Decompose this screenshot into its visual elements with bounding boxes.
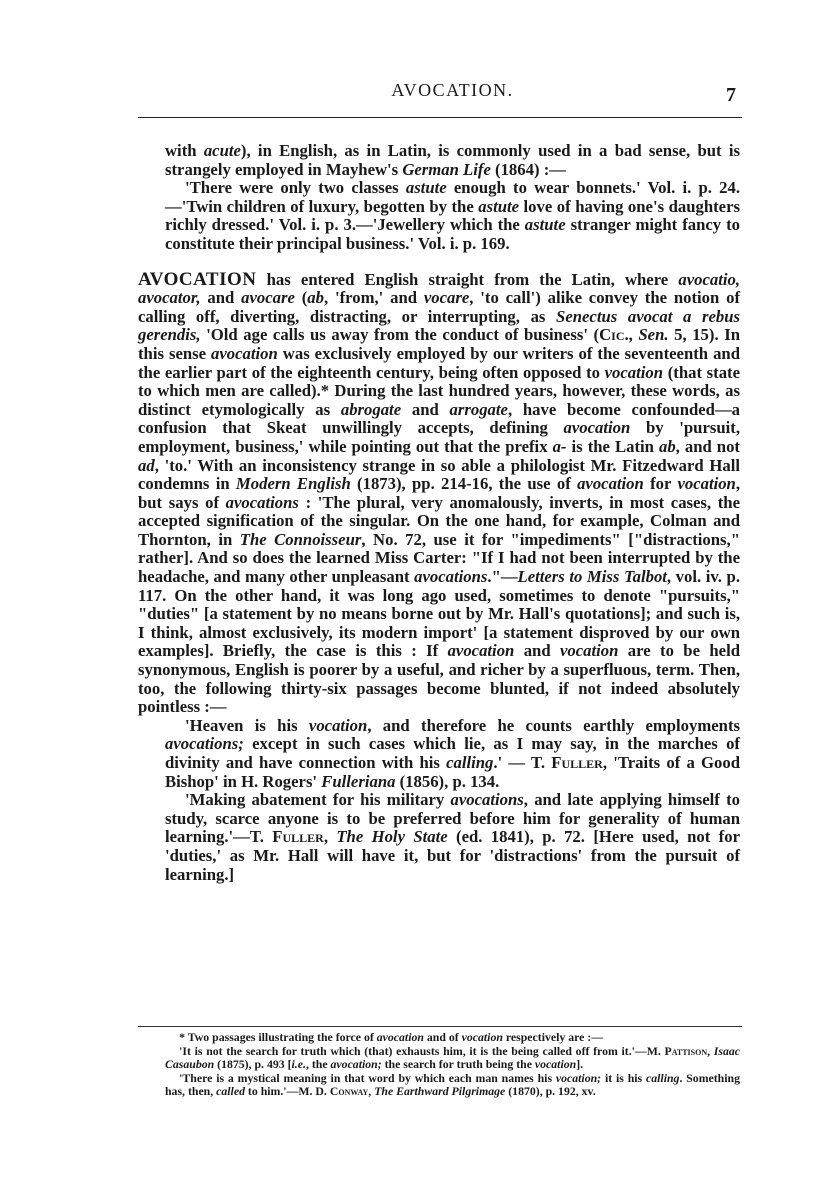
footnote bbox=[165, 1031, 740, 1099]
running-header bbox=[165, 80, 740, 106]
astute-continuation: with acute), in English, as in Latin, is commonly used in a bad sense, but is strangely employed in Mayhew's German Life (1864) :— bbox=[165, 141, 740, 179]
page-title: AVOCATION. bbox=[391, 80, 514, 100]
headword: AVOCATION bbox=[138, 268, 257, 290]
astute-quotations: 'There were only two classes astute enough to wear bonnets.' Vol. i. p. 24.—'Twin children of luxury, begotten by the astute love of having one's daughters richly dressed.' Vol. i. p. 3.—'Jewellery which the astute stranger might fancy to constitute their principal business.' Vol. i. p. 169. bbox=[165, 178, 740, 253]
footnote-conway: 'There is a mystical meaning in that word by which each man names his vocation; it is his calling. Something has, then, called to him.'—M. D. Conway, The Earthward Pilgrimage (1870), p. 192, xv. bbox=[165, 1070, 740, 1099]
quotation-fuller-bishop: 'Heaven is his vocation, and therefore he counts earthly employments avocations; except in such cases which lie, as I may say, in the marches of divinity and have connection with his calling.' — T. Fuller, 'Traits of a Good Bishop' in H. Rogers' Fulleriana (1856), p. 134. bbox=[165, 715, 740, 791]
page-number: 7 bbox=[726, 84, 736, 106]
main-text bbox=[138, 141, 741, 884]
footnote-intro: * Two passages illustrating the force of avocation and of vocation respectively are :— bbox=[179, 1030, 604, 1044]
avocation-entry: AVOCATION has entered English straight from the Latin, where avocatio, avocator, and avocare (ab, 'from,' and vocare, 'to call') alike convey the notion of calling off, diverting, distracting, or interrupting, as Senectus avocat a rebus gerendis, 'Old age calls us away from the conduct of business' (Cic., Sen. 5, 15). In this sense avocation was exclusively employed by our writers of the seventeenth and the earlier part of the eighteenth century, being often opposed to vocation (that state to which men are called).* During the last hundred years, however, these words, as distinct etymologically as abrogate and arrogate, have become confounded—a confusion that Skeat unwillingly accepts, defining avocation by 'pursuit, employment, business,' while pointing out that the prefix a- is the Latin ab, and not ad, 'to.' With an inconsistency strange in so able a philologist Mr. Fitzedward Hall condemns in Modern English (1873), pp. 214-16, the use of avocation for vocation, but says of avocations : 'The plural, very anomalously, inverts, in most cases, the accepted signification of the singular. On the one hand, for example, Colman and Thornton, in The Connoisseur, No. 72, use it for "impediments" ["distractions," rather]. And so does the learned Miss Carter: "If I had not been interrupted by the headache, and many other unpleasant avocations."—Letters to Miss Talbot, vol. iv. p. 117. On the other hand, it was long ago used, sometimes to denote "pursuits," "duties" [a statement by no means borne out by Mr. Hall's quotations]; and such is, I think, almost exclusively, its modern import' [a statement disproved by our own examples]. Briefly, the case is this : If avocation and vocation are to be held synonymous, English is poorer by a useful, and richer by a superfluous, term. Then, too, the following thirty-six passages become blunted, if not indeed absolutely pointless :— bbox=[138, 268, 741, 717]
footnote-rule bbox=[138, 1026, 742, 1027]
quotation-fuller-holy-state: 'Making abatement for his military avocations, and late applying himself to study, scarce anyone is to be preferred before him for generality of human learning.'—T. Fuller, The Holy State (ed. 1841), p. 72. [Here used, not for 'duties,' as Mr. Hall will have it, but for 'distractions' from the pursuit of learning.] bbox=[165, 790, 740, 884]
header-rule bbox=[138, 117, 742, 118]
footnote-pattison: 'It is not the search for truth which (that) exhausts him, it is the being called off from it.'—M. Pattison, Isaac Casaubon (1875), p. 493 [i.e., the avocation; the search for truth being the vocation]. bbox=[165, 1043, 740, 1072]
